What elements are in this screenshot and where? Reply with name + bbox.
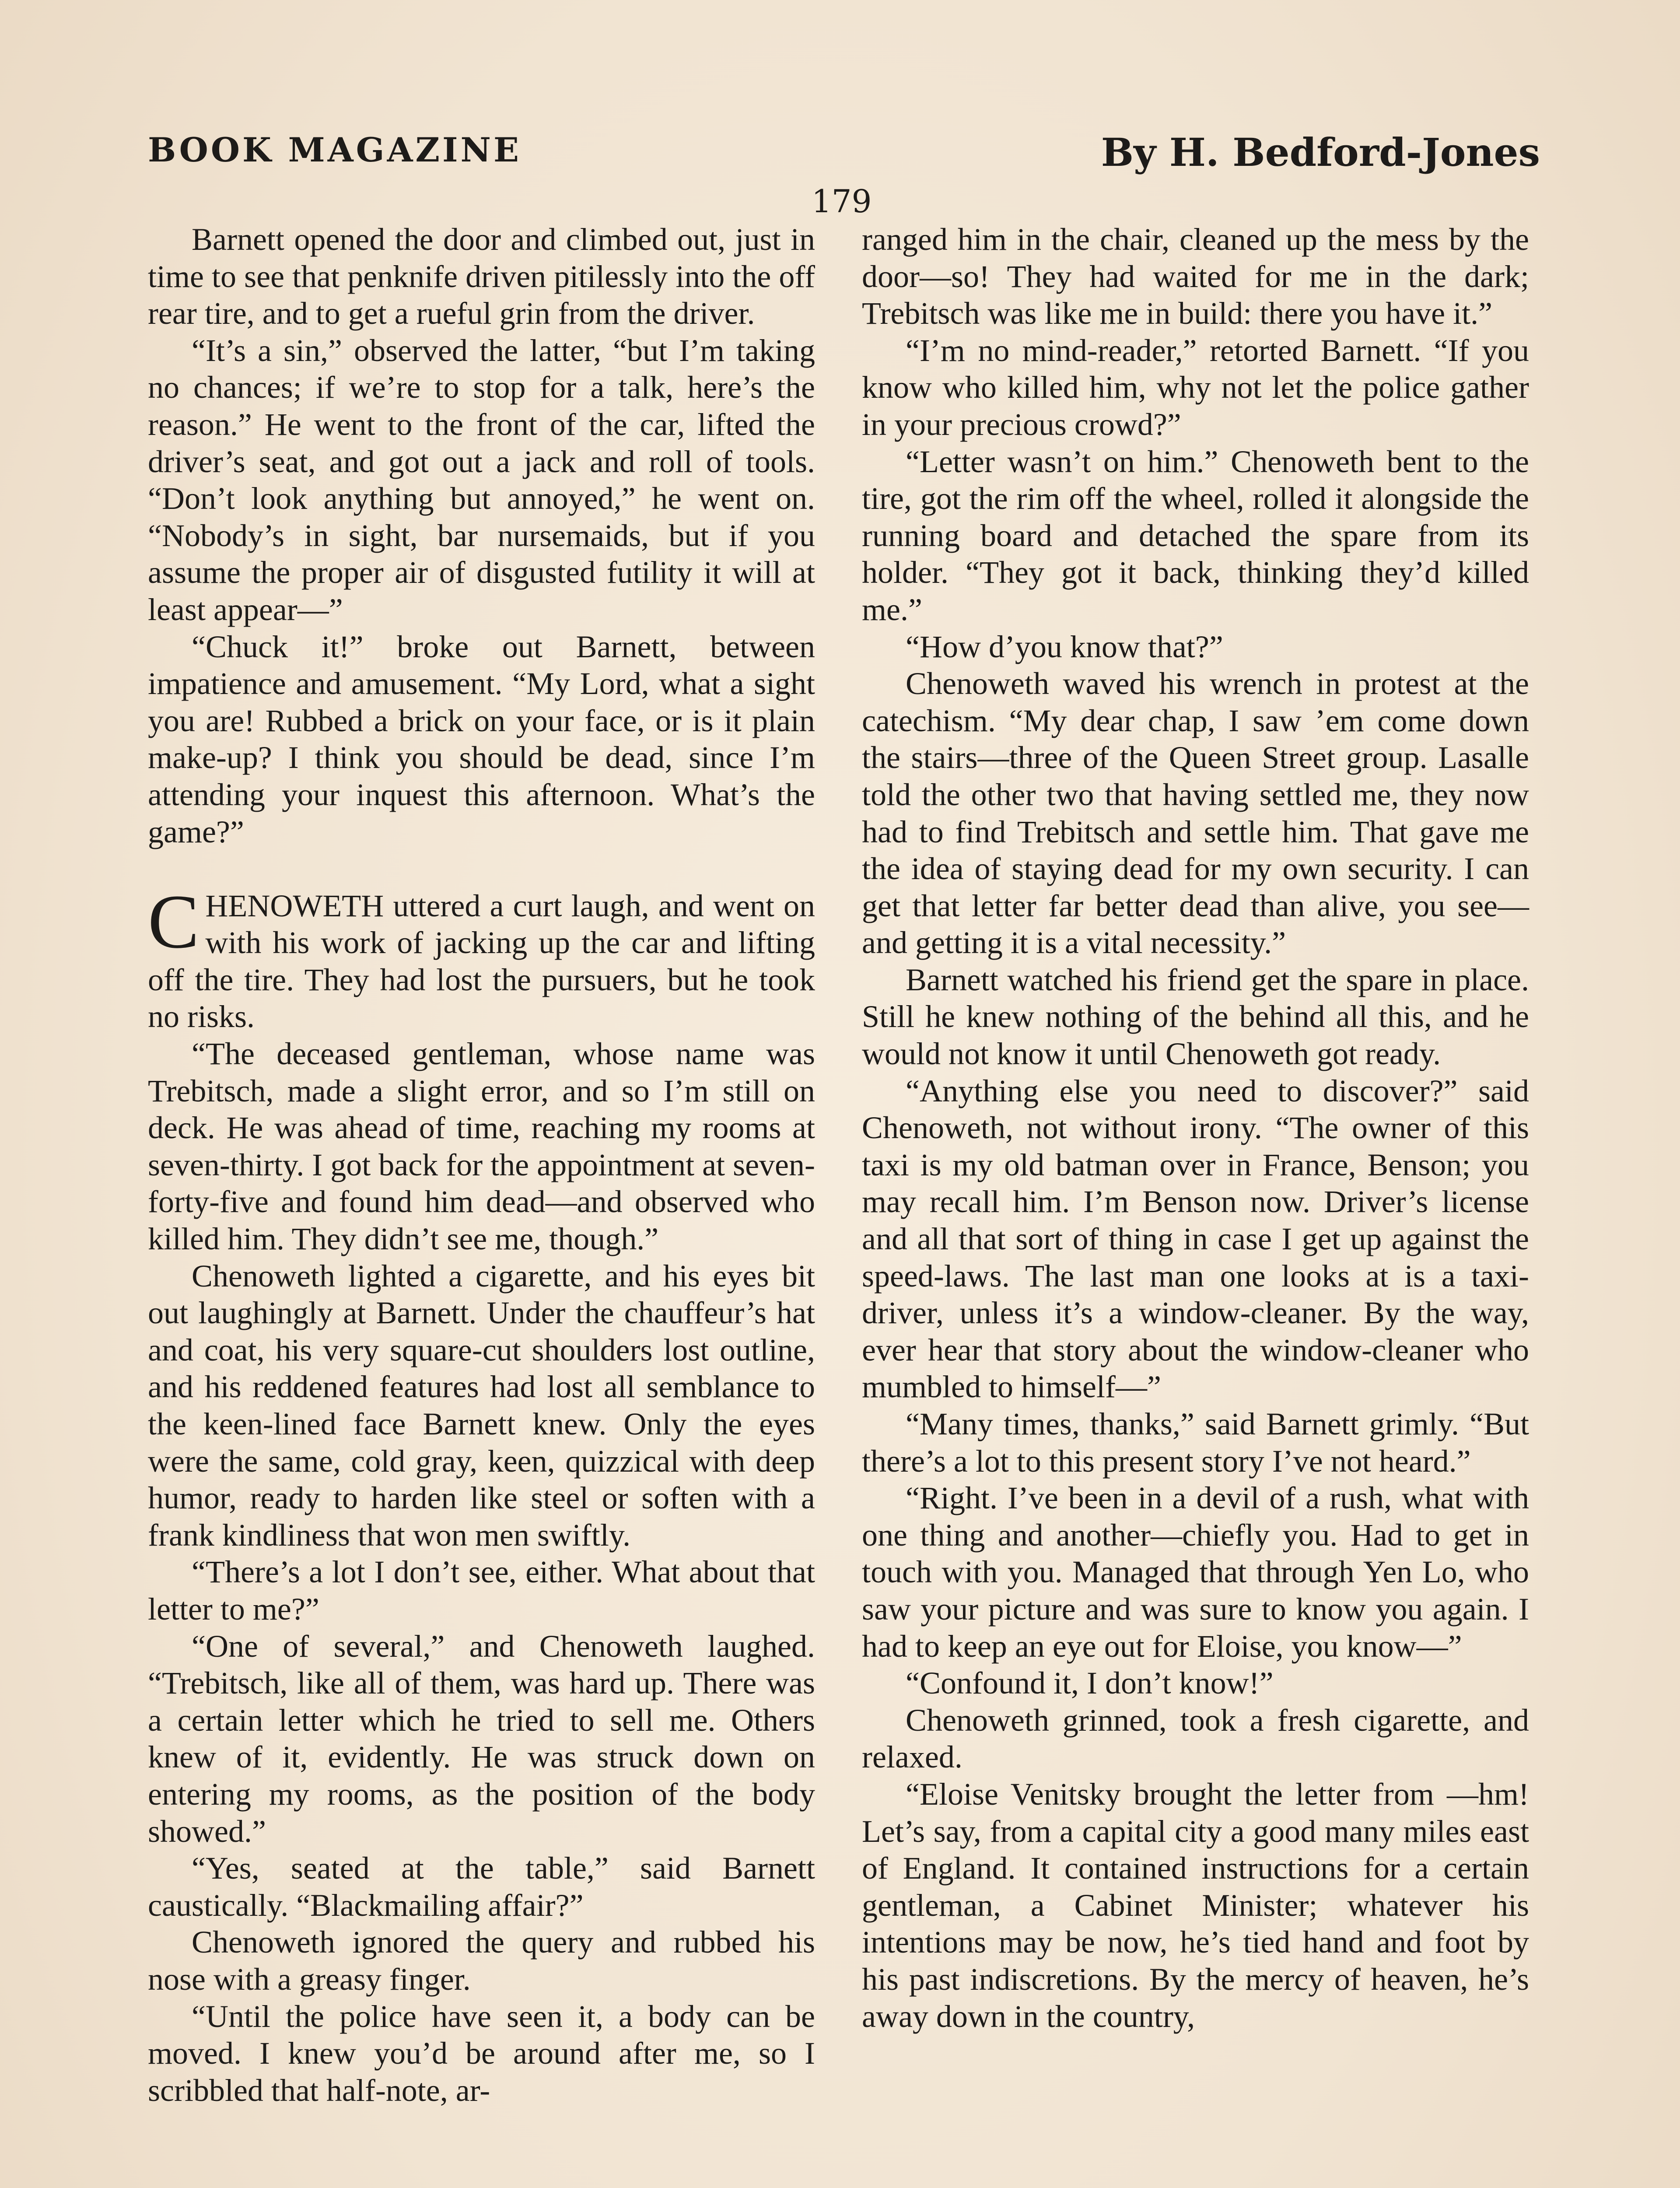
author-byline: By H. Bedford-Jones [1101,130,1540,175]
paragraph: Barnett opened the door and climbed out, just in time to see that penknife driven pitilessly into the off rear tire, and to get a rueful grin from the driver. [148,222,815,331]
drop-cap-letter: C [148,879,200,964]
paragraph: “I’m no mind-reader,” retorted Barnett. “If you know who killed him, why not let the police gather in your precious crowd?” [862,333,1529,442]
magazine-title: BOOK MAGAZINE [148,130,522,169]
paragraph: “Chuck it!” broke out Barnett, between impatience and amusement. “My Lord, what a sight you are! Rubbed a brick on your face, or is it plain make-up? I think you should be dead, since I’m attending your inquest this afternoon. What’s the game?” [148,629,815,849]
paragraph: ranged him in the chair, cleaned up the mess by the door—so! They had waited for me in the dark; Trebitsch was like me in build: there you have it.” [862,222,1529,331]
page-number: 179 [812,183,872,220]
paragraph: Chenoweth grinned, took a fresh cigarette, and relaxed. [862,1702,1529,1775]
text-column-right [862,221,1529,2035]
paragraph: “It’s a sin,” observed the latter, “but I’m taking no chances; if we’re to stop for a talk, here’s the reason.” He went to the front of the car, lifted the driver’s seat, and got out a jack and roll of tools. “Don’t look anything but annoyed,” he went on. “Nobody’s in sight, bar nursemaids, but if you assume the proper air of disgusted futility it will at least appear—” [148,333,815,627]
paragraph [148,879,815,1035]
paragraph: Chenoweth ignored the query and rubbed his nose with a greasy finger. [148,1925,815,1997]
paragraph: Chenoweth waved his wrench in protest at the catechism. “My dear chap, I saw ’em come down the stairs—three of the Queen Street group. Lasalle told the other two that having settled me, they now had to find Trebitsch and settle him. That gave me the idea of staying dead for my own security. I can get that letter far better dead than alive, you see—and getting it is a vital necessity.” [862,666,1529,961]
paragraph: “The deceased gentleman, whose name was Trebitsch, made a slight error, and so I’m still on deck. He was ahead of time, reaching my rooms at seven-thirty. I got back for the appointment at seven-forty-five and found him dead—and observed who killed him. They didn’t see me, though.” [148,1036,815,1257]
text-column-left [148,221,815,2109]
paragraph: “One of several,” and Chenoweth laughed. “Trebitsch, like all of them, was hard up. There was a certain letter which he tried to sell me. Others knew of it, evidently. He was struck down on entering my rooms, as the position of the body showed.” [148,1628,815,1849]
paragraph: “There’s a lot I don’t see, either. What about that letter to me?” [148,1554,815,1627]
paragraph: “How d’you know that?” [906,629,1223,664]
paragraph: Chenoweth lighted a cigarette, and his eyes bit out laughingly at Barnett. Under the chauffeur’s hat and coat, his very square-cut shoulders lost outline, and his reddened features had lost all semblance to the keen-lined face Barnett knew. Only the eyes were the same, cold gray, keen, quizzical with deep humor, ready to harden like steel or soften with a frank kindliness that won men swiftly. [148,1258,815,1553]
paragraph: “Yes, seated at the table,” said Barnett caustically. “Blackmailing affair?” [148,1851,815,1923]
paragraph: “Right. I’ve been in a devil of a rush, what with one thing and another—chiefly you. Had to get in touch with you. Managed that through Yen Lo, who saw your picture and was sure to know you again. I had to keep an eye out for Eloise, you know—” [862,1480,1529,1664]
paragraph: “Anything else you need to discover?” said Chenoweth, not without irony. “The owner of this taxi is my old batman over in France, Benson; you may recall him. I’m Benson now. Driver’s license and all that sort of thing in case I get up against the speed-laws. The last man one looks at is a taxi-driver, unless it’s a window-cleaner. By the way, ever hear that story about the window-cleaner who mumbled to himself—” [862,1073,1529,1405]
paragraph-text: uttered a curt laugh, and went on with his work of jacking up the car and lifting off the tire. They had lost the pursuers, but he took no risks. [148,888,815,1034]
paragraph: “Eloise Venitsky brought the letter from —hm! Let’s say, from a capital city a good many miles east of England. It contained instructions for a certain gentleman, a Cabinet Minister; whatever his intentions may be now, he’s tied hand and foot by his past indiscretions. By the mercy of heaven, he’s away down in the country, [862,1776,1529,2034]
paragraph: “Many times, thanks,” said Barnett grimly. “But there’s a lot to this present story I’ve not heard.” [862,1406,1529,1479]
paragraph: Barnett watched his friend get the spare in place. Still he knew nothing of the behind all this, and he would not know it until Chenoweth got ready. [862,962,1529,1072]
paragraph: “Confound it, I don’t know!” [906,1666,1274,1701]
paragraph: “Letter wasn’t on him.” Chenoweth bent to the tire, got the rim off the wheel, rolled it alongside the running board and detached the spare from its holder. “They got it back, thinking they’d killed me.” [862,444,1529,627]
paragraph: “Until the police have seen it, a body can be moved. I knew you’d be around after me, so I scribbled that half-note, ar- [148,1999,815,2108]
small-caps-lead: HENOWETH [205,888,384,923]
section-break [148,850,815,887]
